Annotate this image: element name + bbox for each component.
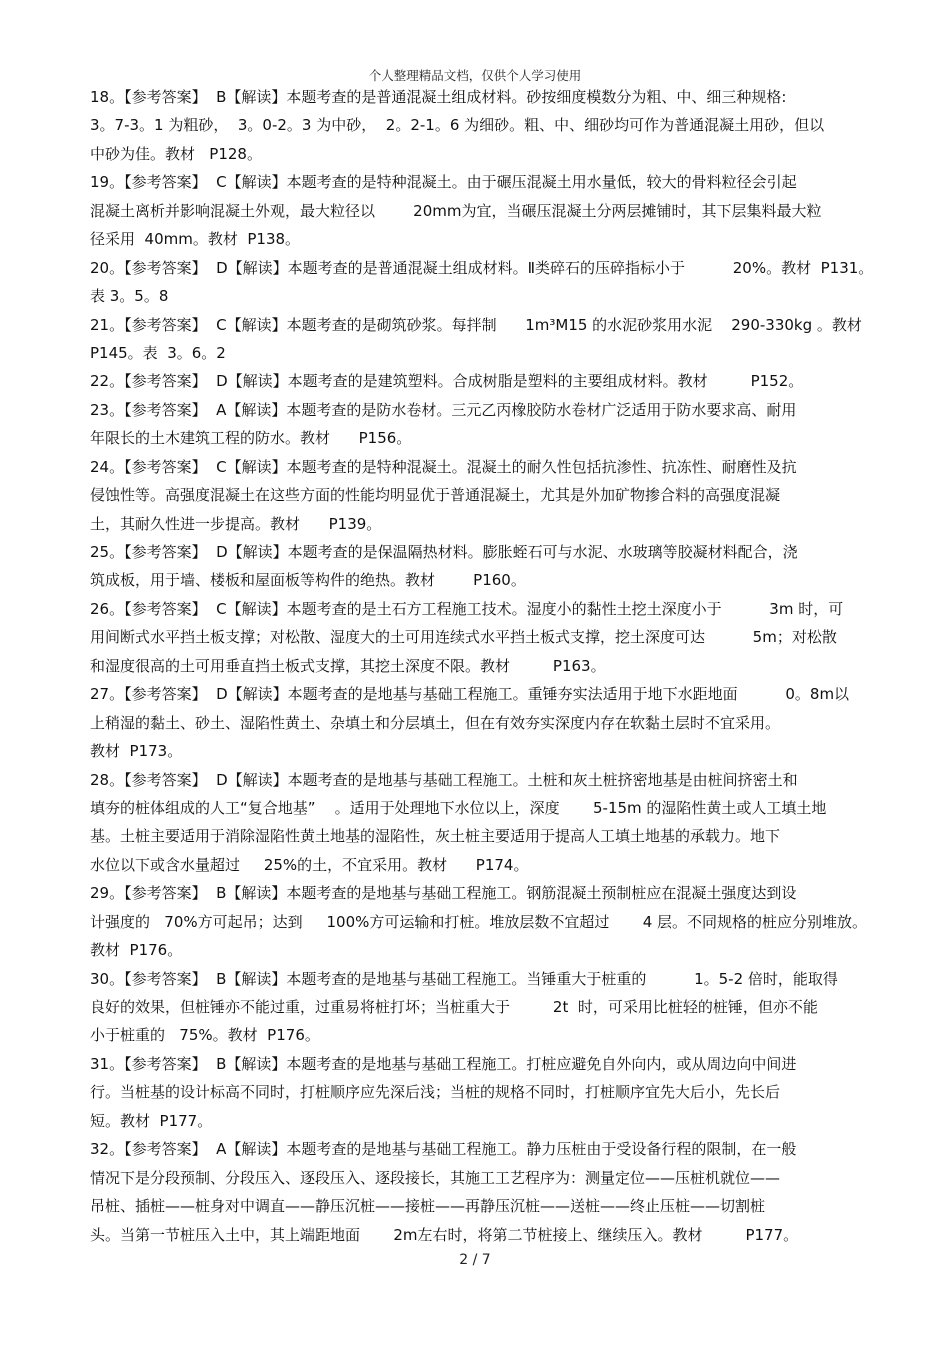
text-line: 29。【参考答案】 B【解读】本题考查的是地基与基础工程施工。钢筋混凝土预制桩应在混凝土强度达到设 [90, 884, 797, 903]
text-line: 基。土桩主要适用于消除湿陷性黄土地基的湿陷性，灰土桩主要适用于提高人工填土地基的承载力。地下 [90, 827, 781, 846]
text-line: 20。【参考答案】 D【解读】本题考查的是普通混凝土组成材料。Ⅱ类碎石的压碎指标小于 20%。教材 P131。 [90, 258, 874, 277]
text-line: 小于桩重的 75%。教材 P176。 [90, 1026, 320, 1045]
text-line: 30。【参考答案】 B【解读】本题考查的是地基与基础工程施工。当锤重大于桩重的 1。5-2 倍时，能取得 [90, 969, 838, 988]
text-line: 19。【参考答案】 C【解读】本题考查的是特种混凝土。由于碾压混凝土用水量低，较大的骨料粒径会引起 [90, 173, 797, 192]
text-line: 3。7-3。1 为粗砂， 3。0-2。3 为中砂， 2。2-1。6 为细砂。粗、中、细砂均可作为普通混凝土用砂，但以 [90, 116, 825, 135]
text-line: 26。【参考答案】 C【解读】本题考查的是土石方工程施工技术。湿度小的黏性土挖土深度小于 3m 时，可 [90, 599, 844, 618]
text-line: 侵蚀性等。高强度混凝土在这些方面的性能均明显优于普通混凝土，尤其是外加矿物掺合料的高强度混凝 [90, 486, 781, 505]
text-line: 21。【参考答案】 C【解读】本题考查的是砌筑砂浆。每拌制 1m³M15 的水泥砂浆用水泥 290-330kg 。教材 [90, 315, 862, 334]
text-line: 水位以下或含水量超过 25%的土，不宜采用。教材 P174。 [90, 855, 529, 874]
text-line: 和湿度很高的土可用垂直挡土板式支撑，其挖土深度不限。教材 P163。 [90, 656, 606, 675]
text-line: 良好的效果，但桩锤亦不能过重，过重易将桩打坏；当桩重大于 2t 时，可采用比桩轻的桩锤，但亦不能 [90, 998, 818, 1016]
text-line: 31。【参考答案】 B【解读】本题考查的是地基与基础工程施工。打桩应避免自外向内，或从周边向中间进 [90, 1054, 797, 1073]
page-number: 2 / 7 [459, 1252, 491, 1268]
text-line: 24。【参考答案】 C【解读】本题考查的是特种混凝土。混凝土的耐久性包括抗渗性、抗冻性、耐磨性及抗 [90, 457, 797, 476]
text-line: 上稍湿的黏土、砂土、湿陷性黄土、杂填土和分层填土，但在有效夯实深度内存在软黏土层时不宜采用。 [90, 713, 781, 732]
text-line: 吊桩、插桩——桩身对中调直——静压沉桩——接桩——再静压沉桩——送桩——终止压桩——切割桩 [90, 1197, 766, 1216]
text-line: 年限长的土木建筑工程的防水。教材 P156。 [90, 429, 412, 448]
text-line: 教材 P173。 [90, 742, 183, 761]
text-line: 行。当桩基的设计标高不同时，打桩顺序应先深后浅；当桩的规格不同时，打桩顺序宜先大后小，先长后 [90, 1083, 781, 1102]
text-line: 筑成板，用于墙、楼板和屋面板等构件的绝热。教材 P160。 [90, 571, 526, 590]
text-line: 22。【参考答案】 D【解读】本题考查的是建筑塑料。合成树脂是塑料的主要组成材料。教材 P152。 [90, 372, 804, 391]
text-line: 短。教材 P177。 [90, 1111, 213, 1130]
text-line: 表 3。5。8 [90, 287, 169, 306]
text-line: 28。【参考答案】 D【解读】本题考查的是地基与基础工程施工。土桩和灰土桩挤密地基是由桩间挤密土和 [90, 770, 798, 789]
text-line: 中砂为佳。教材 P128。 [90, 144, 262, 163]
text-line: 计强度的 70%方可起吊；达到 100%方可运输和打桩。堆放层数不宜超过 4 层。不同规格的桩应分别堆放。 [90, 912, 868, 931]
text-line: 用间断式水平挡土板支撑；对松散、湿度大的土可用连续式水平挡土板式支撑，挖土深度可达 5m；对松散 [90, 628, 837, 647]
answer-text-body [90, 87, 874, 1253]
page-header: 个人整理精品文档，仅供个人学习使用 [368, 68, 582, 83]
text-line: 填夯的桩体组成的人工“复合地基” 。适用于处理地下水位以上，深度 5-15m 的湿陷性黄土或人工填土地 [90, 798, 827, 817]
text-line: 头。当第一节桩压入土中，其上端距地面 2m左右时，将第二节桩接上、继续压入。教材 P177。 [90, 1225, 799, 1244]
text-line: 教材 P176。 [90, 941, 183, 960]
text-line: 土，其耐久性进一步提高。教材 P139。 [90, 514, 382, 533]
text-line: 18。【参考答案】 B【解读】本题考查的是普通混凝土组成材料。砂按细度模数分为粗、中、细三种规格: [90, 88, 787, 106]
text-line: 23。【参考答案】 A【解读】本题考查的是防水卷材。三元乙丙橡胶防水卷材广泛适用于防水要求高、耐用 [90, 400, 797, 419]
text-line: 径采用 40mm。教材 P138。 [90, 230, 301, 249]
text-line: 27。【参考答案】 D【解读】本题考查的是地基与基础工程施工。重锤夯实法适用于地下水距地面 0。8m以 [90, 685, 850, 704]
text-line: 32。【参考答案】 A【解读】本题考查的是地基与基础工程施工。静力压桩由于受设备行程的限制，在一般 [90, 1140, 797, 1159]
text-line: 情况下是分段预制、分段压入、逐段压入、逐段接长，其施工工艺程序为：测量定位——压桩机就位—— [90, 1168, 781, 1187]
text-line: P145。表 3。6。2 [90, 343, 226, 362]
text-line: 25。【参考答案】 D【解读】本题考查的是保温隔热材料。膨胀蛭石可与水泥、水玻璃等胶凝材料配合，浇 [90, 543, 798, 561]
text-line: 混凝土离析并影响混凝土外观，最大粒径以 20mm为宜，当碾压混凝土分两层摊铺时，其下层集料最大粒 [90, 201, 822, 220]
